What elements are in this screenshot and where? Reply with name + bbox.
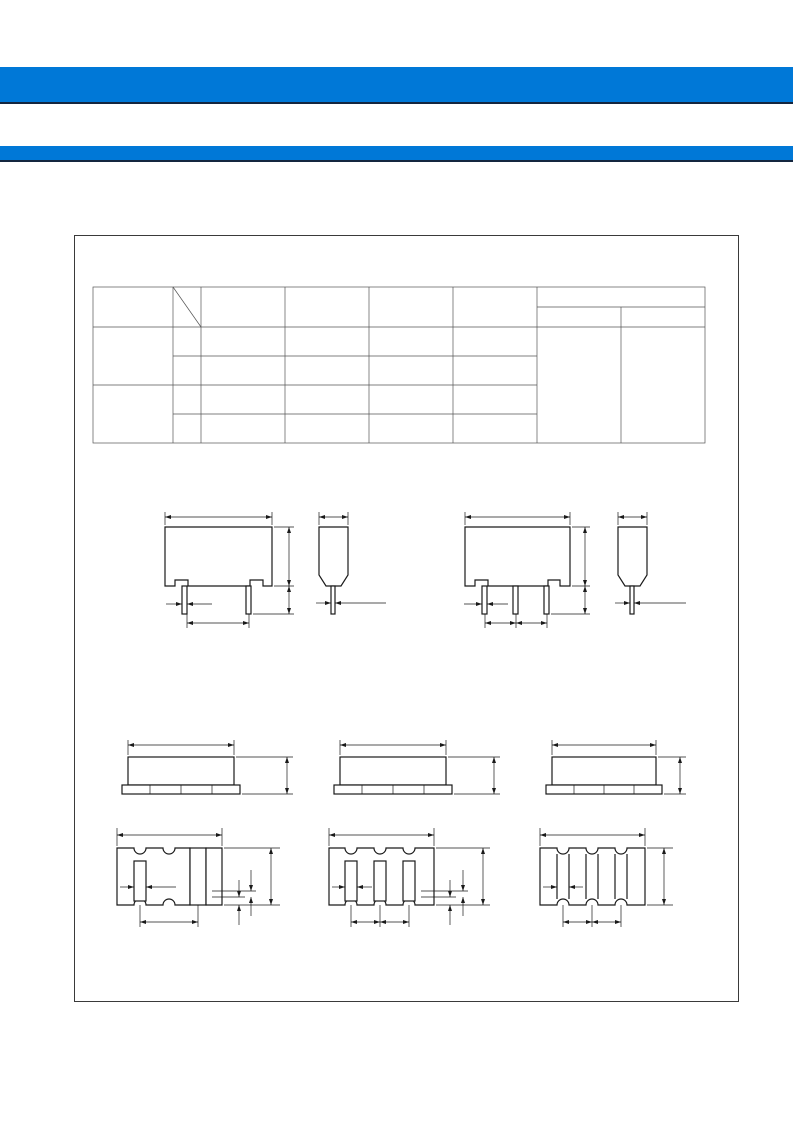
sip-package-2-pin xyxy=(165,512,294,628)
sip-side-view-1 xyxy=(316,512,386,614)
smd-package-b xyxy=(329,740,500,927)
sip-package-3-pin xyxy=(464,512,590,628)
sip-side-view-2 xyxy=(615,512,686,614)
smd-package-a xyxy=(117,740,293,927)
spec-table xyxy=(93,287,705,443)
smd-package-c xyxy=(540,740,686,927)
